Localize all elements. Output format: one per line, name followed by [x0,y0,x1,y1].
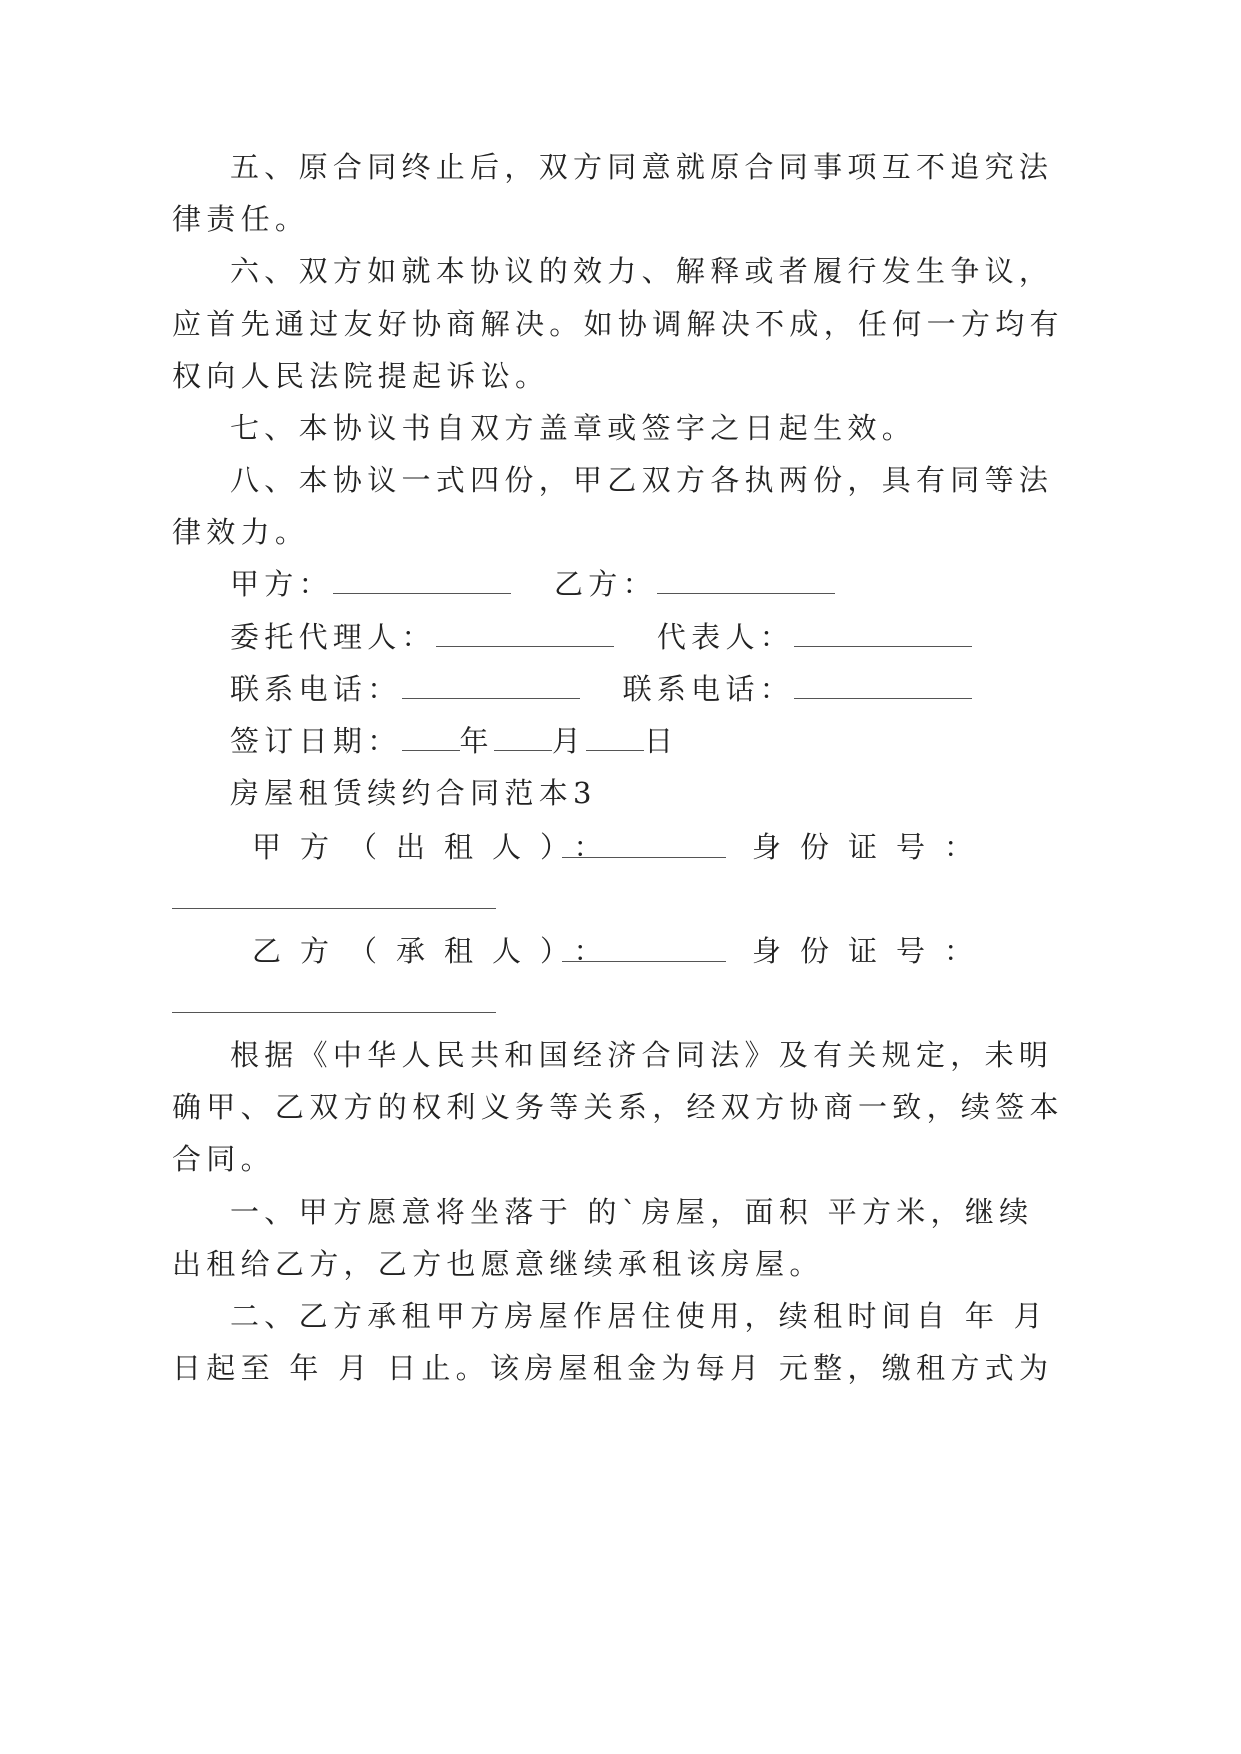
clause-6-line-1: 六、双方如就本协议的效力、解释或者履行发生争议， [230,254,1054,288]
signature-phone-row [230,670,972,708]
phone-b-label: 联系电话： [622,672,795,706]
contract3-clause-2-line-1: 二、乙方承租甲方房屋作居住使用，续租时间自 年 月 [230,1299,1048,1333]
contract3-clause-2-line-2: 日起至 年 月 日止。该房屋租金为每月 元整，缴租方式为 [172,1351,1054,1385]
phone-b-blank[interactable] [794,674,972,699]
clause-8-line-2: 律效力。 [172,515,310,549]
representative-label: 代表人： [656,620,795,654]
date-label: 签订日期： [230,724,402,758]
contract3-clause-1-line-1: 一、甲方愿意将坐落于 的`房屋，面积 平方米，继续 [230,1195,1034,1229]
lessee-id-label: 身份证号： [752,934,993,968]
lessor-label: 甲方（出租人）： [252,830,622,864]
party-a-label: 甲方： [230,567,333,601]
representative-blank[interactable] [794,622,972,647]
agent-label: 委托代理人： [230,620,436,654]
phone-a-label: 联系电话： [230,672,402,706]
lessor-id-label: 身份证号： [752,830,993,864]
year-label: 年 [459,724,494,758]
clause-6-line-2: 应首先通过友好协商解决。如协调解决不成，任何一方均有 [172,307,1064,341]
clause-8-line-1: 八、本协议一式四份，甲乙双方各执两份，具有同等法 [230,463,1054,497]
lessee-label: 乙方（承租人）： [252,934,622,968]
signature-party-row [230,565,835,603]
clause-7-line-1: 七、本协议书自双方盖章或签字之日起生效。 [230,411,917,445]
lessor-name-blank[interactable] [562,857,726,858]
signature-agent-row [230,618,972,656]
clause-6-line-3: 权向人民法院提起诉讼。 [172,359,550,393]
lessee-name-blank[interactable] [562,961,726,962]
clause-5-line-1: 五、原合同终止后，双方同意就原合同事项互不追究法 [230,150,1054,184]
intro-line-3: 合同。 [172,1142,275,1176]
phone-a-blank[interactable] [402,674,580,699]
lessee-id-blank[interactable] [172,1012,496,1013]
month-blank[interactable] [494,726,552,751]
intro-line-1: 根据《中华人民共和国经济合同法》及有关规定，未明 [230,1038,1054,1072]
month-label: 月 [551,724,587,758]
year-blank[interactable] [402,726,460,751]
contract3-clause-1-line-2: 出租给乙方，乙方也愿意继续承租该房屋。 [172,1247,824,1281]
clause-5-line-2: 律责任。 [172,202,310,236]
agent-blank[interactable] [436,622,614,647]
intro-line-2: 确甲、乙双方的权利义务等关系，经双方协商一致，续签本 [172,1090,1064,1124]
day-label: 日 [644,724,679,758]
day-blank[interactable] [586,726,644,751]
lessor-id-blank[interactable] [172,908,496,909]
party-b-blank[interactable] [657,569,835,594]
party-b-label: 乙方： [553,567,657,601]
contract-3-title: 房屋租赁续约合同范本3 [230,776,597,810]
party-a-blank[interactable] [333,569,511,594]
signature-date-row [230,722,678,760]
